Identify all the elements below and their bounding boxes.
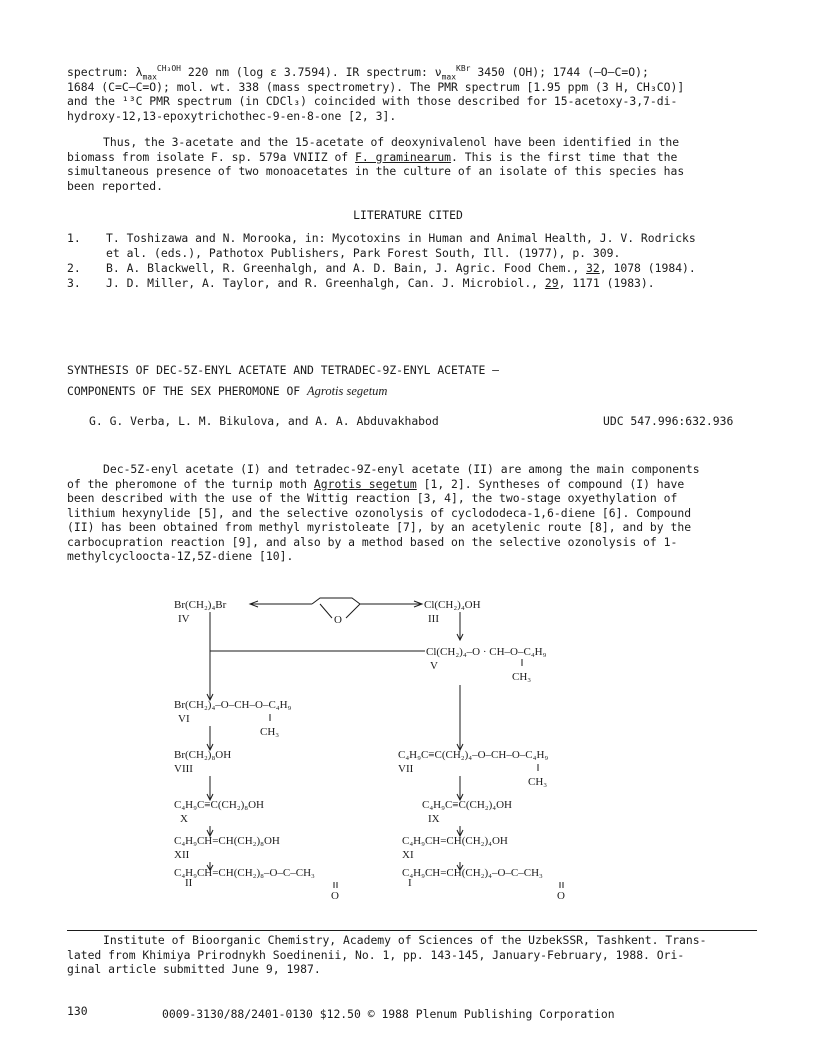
compound-IV-formula: Br(CH₂)₄Br [174, 599, 227, 611]
compound-I-formula: C₄H₉CH=CH(CH₂)₄–O–C–CH₃ [402, 867, 543, 879]
spectrum-line-1: spectrum: $\lambda_{max}^{CH_3OH}$ 220 nm (log ε 3.7594). IR spectrum: $\nu_{max}^{KBr}$ 3450 (OH); 1744 (–O–C=O); [67, 64, 649, 82]
compound-V-label: V [430, 660, 438, 672]
compound-I-label: I [408, 877, 412, 889]
compound-XI-label: XI [402, 849, 414, 861]
spectrum-line-2: 1684 (C=C–C=O); mol. wt. 338 (mass spectrometry). The PMR spectrum [1.95 ppm (3 H, CH₃CO)] [67, 79, 685, 94]
compound-II-formula: C₄H₉CH=CH(CH₂)₈–O–C–CH₃ [174, 867, 315, 879]
page-number: 130 [67, 1004, 88, 1018]
conclusion-line-1: Thus, the 3-acetate and the 15-acetate of deoxynivalenol have been identified in the [103, 135, 680, 149]
species-name: Agrotis segetum [313, 476, 417, 491]
intro-paragraph: Dec-5Z-enyl acetate (I) and tetradec-9Z-enyl acetate (II) are among the main components of the pheromone of the turnip moth Agrotis segetum [1, 2]. Syntheses of compound (I) have been described with the use of the Wittig reaction [3, 4], the two-stage oxyethylation of lithium hexynylide [5], and the selective ozonolysis of cyclododeca-1,6-diene [6]. Compound (II) has been obtained from methyl myristoleate [7], by an acetylenic route [8], and by the carbocupration reaction [9], and also by a method based on the selective ozonolysis of 1- methylcycloocta-1Z,5Z-diene [10]. [67, 462, 700, 563]
compound-VI-label: VI [178, 713, 190, 725]
compound-XI-formula: C₄H₉CH=CH(CH₂)₄OH [402, 835, 508, 847]
conclusion-line-4: been reported. [67, 178, 164, 193]
compound-VII-formula: C₄H₉C≡C(CH₂)₄–O–CH–O–C₄H₉ [398, 749, 549, 761]
copyright-line: 0009-3130/88/2401-0130 $12.50 © 1988 Plenum Publishing Corporation [162, 1007, 615, 1021]
compound-VII-methyl: CH₃ [528, 776, 548, 788]
conclusion-line-3: simultaneous presence of two monoacetates in the culture of an isolate of this species has [67, 164, 685, 178]
footnote: Institute of Bioorganic Chemistry, Academy of Sciences of the UzbekSSR, Tashkent. Trans- lated from Khimiya Prirodnykh Soedinenii, No. 1, pp. 143-145, January-February, 1988. Ori- ginal article submitted June 9, 1987. [67, 933, 707, 976]
compound-VIII-label: VIII [174, 763, 193, 775]
compound-II-oxygen: O [331, 890, 339, 900]
compound-VI-formula: Br(CH₂)₄–O–CH–O–C₄H₉ [174, 699, 292, 711]
udc-code: UDC 547.996:632.936 [603, 414, 734, 428]
compound-III-label: III [428, 613, 439, 625]
compound-IV-label: IV [178, 613, 190, 625]
authors: G. G. Verba, L. M. Bikulova, and A. A. Abduvakhabod [89, 414, 439, 428]
ring-oxygen: O [334, 614, 342, 626]
article-title [67, 363, 757, 398]
conclusion-paragraph [67, 135, 757, 193]
compound-V-methyl: CH₃ [512, 671, 532, 683]
compound-I-oxygen: O [557, 890, 565, 900]
compound-XII-formula: C₄H₉CH=CH(CH₂)₈OH [174, 835, 280, 847]
compound-V-formula: Cl(CH₂)₄–O · CH–O–C₄H₉ [426, 646, 547, 658]
compound-VIII-formula: Br(CH₂)₈OH [174, 749, 232, 761]
reference-2: 2. B. A. Blackwell, R. Greenhalgh, and A. D. Bain, J. Agric. Food Chem., 32, 1078 (1984). [67, 261, 696, 275]
compound-XII-label: XII [174, 849, 190, 861]
compound-VII-label: VII [398, 763, 414, 775]
compound-X-formula: C₄H₉C≡C(CH₂)₈OH [174, 799, 264, 811]
footnote-divider [67, 930, 757, 931]
reference-3: 3. J. D. Miller, A. Taylor, and R. Greenhalgh, Can. J. Microbiol., 29, 1171 (1983). [67, 276, 655, 290]
compound-VI-methyl: CH₃ [260, 726, 280, 738]
conclusion-line-2: biomass from isolate F. sp. 579a VNIIZ of F. graminearum. This is the first time that the [67, 149, 678, 164]
compound-IX-label: IX [428, 813, 440, 825]
title-line-1: SYNTHESIS OF DEC-5Z-ENYL ACETATE AND TETRADEC-9Z-ENYL ACETATE — [67, 363, 500, 377]
reference-1: 1. T. Toshizawa and N. Morooka, in: Mycotoxins in Human and Animal Health, J. V. Rodricks et al. (eds.), Pathotox Publishers, Park Forest South, Ill. (1977), p. 309. [67, 231, 696, 260]
literature-heading: LITERATURE CITED [353, 208, 463, 222]
compound-IX-formula: C₄H₉C≡C(CH₂)₄OH [422, 799, 512, 811]
spectrum-paragraph [67, 65, 757, 123]
species-name: F. graminearum [355, 149, 452, 164]
compound-III-formula: Cl(CH₂)₄OH [424, 599, 481, 611]
title-line-2: COMPONENTS OF THE SEX PHEROMONE OF Agrotis segetum [67, 383, 388, 398]
synthesis-scheme [160, 590, 660, 900]
spectrum-line-3: and the ¹³C PMR spectrum (in CDCl₃) coincided with those described for 15-acetoxy-3,7-di- [67, 94, 678, 108]
compound-II-label: II [185, 877, 193, 889]
compound-X-label: X [180, 813, 188, 825]
spectrum-line-4: hydroxy-12,13-epoxytrichothec-9-en-8-one [2, 3]. [67, 108, 397, 123]
